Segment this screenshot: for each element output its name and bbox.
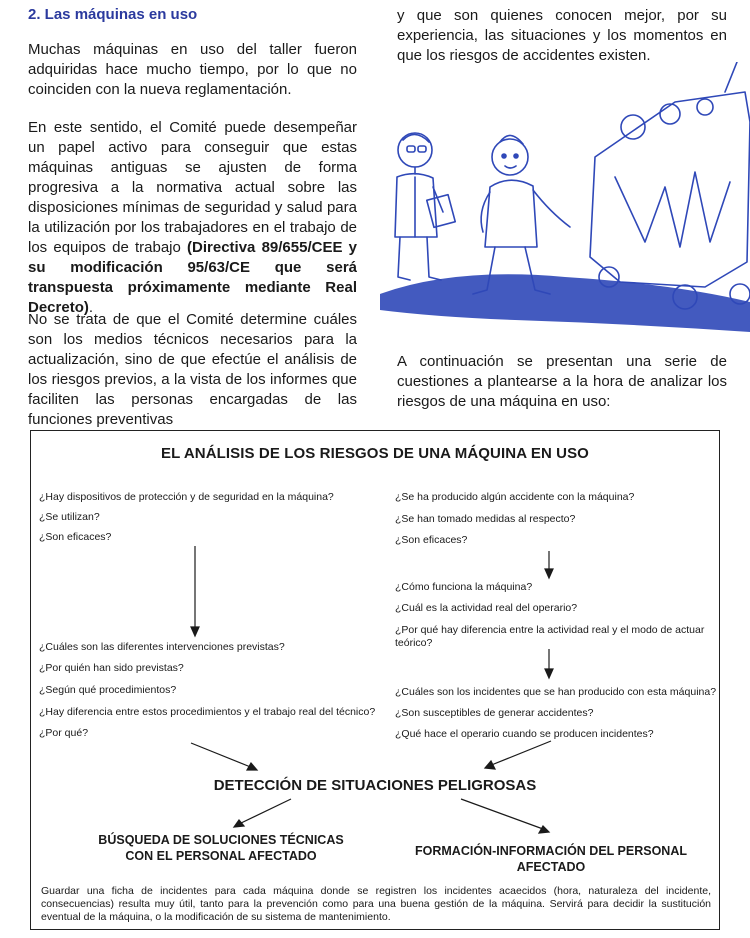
arrow-right-mid-down-head — [545, 669, 553, 678]
paragraph-committee — [28, 118, 357, 318]
solutions-heading — [71, 832, 371, 864]
question-procedures: ¿Según qué procedimientos? — [39, 684, 177, 696]
question-measures-effective: ¿Son eficaces? — [395, 534, 468, 546]
arrow-left-down-head — [191, 627, 199, 636]
arrow-to-training-head — [539, 826, 549, 833]
worker-figure — [473, 135, 570, 294]
risk-analysis-box — [30, 430, 720, 930]
question-protection-devices: ¿Hay dispositivos de protección y de seguridad en la máquina? — [39, 491, 334, 503]
question-why: ¿Por qué? — [39, 727, 89, 739]
arrow-to-training — [461, 799, 543, 829]
question-used: ¿Se utilizan? — [39, 511, 100, 523]
section-title: 2. Las máquinas en uso — [28, 6, 198, 23]
robot-machine — [590, 62, 750, 309]
question-real-activity: ¿Cuál es la actividad real del operario? — [395, 602, 578, 614]
arrow-left-to-detection-head — [247, 763, 257, 770]
question-operator-action: ¿Qué hace el operario cuando se producen incidentes? — [395, 728, 654, 740]
question-planned-by: ¿Por quién han sido previstas? — [39, 662, 184, 674]
directive-reference: (Directiva 89/655/CEE y su modificación 95/63/CE que será transpuesta próximamente mediante Real Decreto) — [28, 239, 358, 316]
question-interventions: ¿Cuáles son las diferentes intervenciones previstas? — [39, 641, 285, 653]
training-heading: FORMACIÓN-INFORMACIÓN DEL PERSONAL AFECTADO — [415, 844, 687, 874]
arrow-to-solutions-head — [234, 820, 244, 827]
solutions-line-2: CON EL PERSONAL AFECTADO — [125, 849, 317, 863]
cartoon-illustration — [375, 62, 750, 342]
paragraph-questions-intro: A continuación se presentan una serie de cuestiones a plantearse a la hora de analizar los riesgos de una máquina en uso: — [397, 353, 727, 410]
paragraph-experience: y que son quienes conocen mejor, por su experiencia, las situaciones y los momentos en que los riesgos de accidentes existen. — [397, 7, 727, 64]
paragraph-intro: Muchas máquinas en uso del taller fueron adquiridas hace mucho tiempo, por lo que no coinciden con la nueva reglamentación. — [28, 41, 357, 98]
question-how-machine-works: ¿Cómo funciona la máquina? — [395, 581, 533, 593]
box-title: EL ANÁLISIS DE LOS RIESGOS DE UNA MÁQUINA EN USO — [161, 445, 589, 462]
question-measures-taken: ¿Se han tomado medidas al respecto? — [395, 513, 576, 525]
question-accident-occurred: ¿Se ha producido algún accidente con la máquina? — [395, 491, 635, 503]
arrow-right-top-down-head — [545, 569, 553, 578]
question-incidents: ¿Cuáles son los incidentes que se han producido con esta máquina? — [395, 686, 717, 698]
paragraph-committee-text: En este sentido, el Comité puede desempeñar un papel activo para conseguir que estas máquinas antiguas se ajusten de forma progresiva a la normativa actual sobre las disposiciones mínimas de seguridad y salud para la utilización por los trabajadores en el trabajo de los equipos de trabajo — [28, 119, 357, 256]
arrow-right-to-detection-head — [485, 761, 495, 769]
box-footnote: Guardar una ficha de incidentes para cada máquina donde se registren los incidentes acaecidos (hora, naturaleza del incidente, consecuencias) resulta muy útil, tanto para la prevención como para una buena gestión de la máquina. Servirá para decidir la sustitución eventual de la máquina, o la modificación de su sistema de mantenimiento. — [41, 885, 711, 923]
detection-heading: DETECCIÓN DE SITUACIONES PELIGROSAS — [213, 777, 537, 794]
arrow-to-solutions — [239, 799, 291, 824]
question-activity-difference: ¿Por qué hay diferencia entre la actividad real y el modo de actuar teórico? — [395, 624, 705, 649]
arrow-left-to-detection — [191, 743, 253, 768]
technician-figure — [395, 133, 455, 280]
question-generate-accidents: ¿Son susceptibles de generar accidentes? — [395, 707, 594, 719]
question-procedure-difference: ¿Hay diferencia entre estos procedimientos y el trabajo real del técnico? — [39, 706, 376, 718]
paragraph-committee-end: . — [88, 299, 94, 316]
solutions-line-1: BÚSQUEDA DE SOLUCIONES TÉCNICAS — [98, 833, 344, 847]
paragraph-analysis: No se trata de que el Comité determine cuáles son los medios técnicos necesarios para la actualización, sino de que efectúe el análisis de los riesgos previos, a la vista de los informes que faciliten las personas encargadas de las funciones preventivas — [28, 311, 357, 428]
arrow-right-to-detection — [489, 741, 551, 766]
question-effective: ¿Son eficaces? — [39, 531, 112, 543]
